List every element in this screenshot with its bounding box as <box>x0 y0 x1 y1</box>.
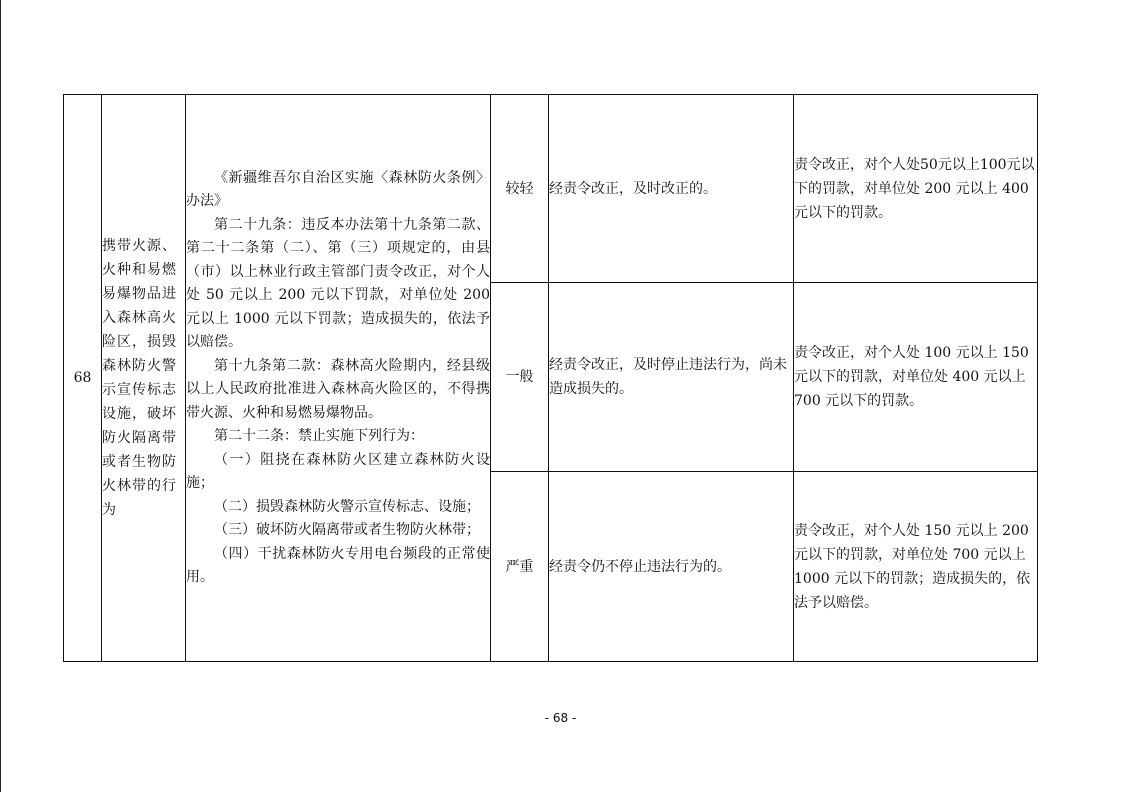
situation-general: 经责令改正，及时停止违法行为，尚未造成损失的。 <box>549 283 794 472</box>
basis-paragraph: 第二十二条：禁止实施下列行为： <box>214 428 424 444</box>
item-number: 68 <box>64 95 102 662</box>
basis-paragraph: （一）阻挠在森林防火区建立森林防火设施； <box>186 451 490 491</box>
page-number: - 68 - <box>544 711 577 725</box>
basis-paragraph: （三）破坏防火隔离带或者生物防火林带； <box>214 522 480 538</box>
standard-general: 责令改正，对个人处 100 元以上 150 元以下的罚款，对单位处 400 元以上 700 元以下的罚款。 <box>794 283 1038 472</box>
basis-paragraph: （二）损毁森林防火警示宣传标志、设施； <box>214 498 480 515</box>
level-minor: 较轻 <box>491 95 549 283</box>
standard-minor: 责令改正，对个人处50元以上100元以下的罚款，对单位处 200 元以上 400 元以下的罚款。 <box>794 95 1038 283</box>
situation-minor: 经责令改正，及时改正的。 <box>549 95 794 283</box>
legal-basis <box>186 95 491 662</box>
level-serious: 严重 <box>491 472 549 662</box>
standard-serious: 责令改正，对个人处 150 元以上 200 元以下的罚款，对单位处 700 元以上 1000 元以下的罚款；造成损失的，依法予以赔偿。 <box>794 472 1038 662</box>
situation-serious: 经责令仍不停止违法行为的。 <box>549 472 794 662</box>
basis-paragraph: 《新疆维吾尔自治区实施〈森林防火条例〉办法》 <box>186 169 490 209</box>
illegal-behavior: 携带火源、火种和易燃易爆物品进入森林高火险区，损毁森林防火警示宣传标志设施，破坏防火隔离带或者生物防火林带的行为 <box>102 95 186 662</box>
basis-paragraph: 第十九条第二款：森林高火险期内，经县级以上人民政府批准进入森林高火险区的，不得携带火源、火种和易燃易爆物品。 <box>186 357 490 421</box>
basis-paragraph: 第二十九条：违反本办法第十九条第二款、第二十二条第（二）、第（三）项规定的，由县（市）以上林业行政主管部门责令改正，对个人处 50 元以上 200 元以下罚款，对单位处 200 元以上 1000 元以下罚款；造成损失的，依法予以赔偿。 <box>186 216 490 350</box>
level-general: 一般 <box>491 283 549 472</box>
penalty-table <box>63 94 1038 662</box>
basis-paragraph: （四）干扰森林防火专用电台频段的正常使用。 <box>186 545 490 585</box>
page-edge-line <box>0 0 1 792</box>
table-row <box>64 95 1038 283</box>
